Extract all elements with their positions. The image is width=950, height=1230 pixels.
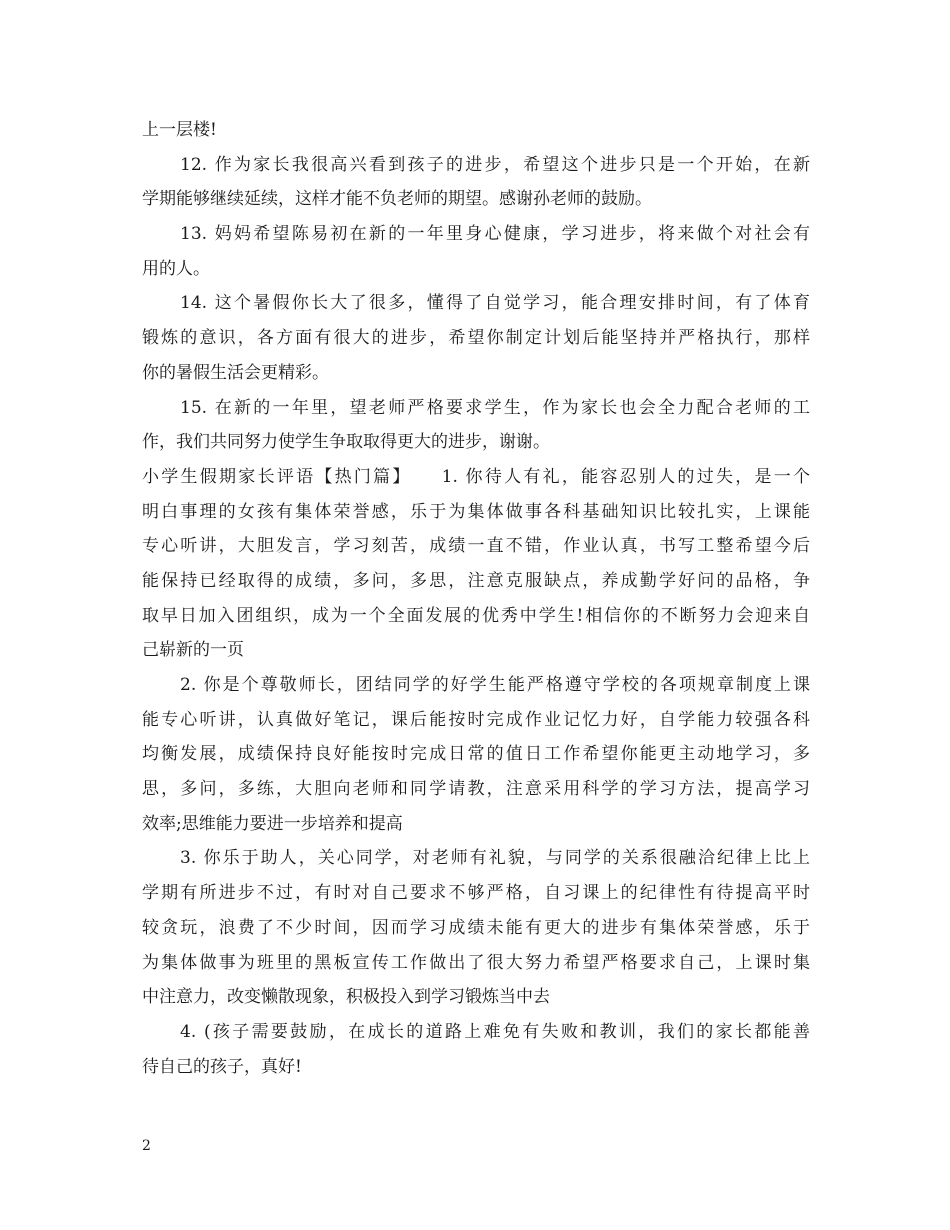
text-line: 12. 作为家长我很高兴看到孩子的进步，希望这个进步只是一个开始，在新 [180,154,810,175]
text-line: 取早日加入团组织，成为一个全面发展的优秀中学生!相信你的不断努力会迎来自 [142,605,810,626]
text-line [142,460,810,495]
text-line: 2. 你是个尊敬师长，团结同学的好学生能严格遵守学校的各项规章制度上课 [180,675,810,695]
text-line: 作，我们共同努力使学生争取取得更大的进步，谢谢。 [142,432,550,453]
text-line: 14. 这个暑假你长大了很多，懂得了自觉学习，能合理安排时间，有了体育 [180,293,810,314]
text-line: 为集体做事为班里的黑板宣传工作做出了很大努力希望严格要求自己，上课时集 [142,952,810,973]
text-line: 3. 你乐于助人，关心同学，对老师有礼貌，与同学的关系很融洽纪律上比上 [180,848,810,869]
page-number: 2 [142,1138,151,1154]
text-line: 用的人。 [142,258,210,279]
text-line: 上一层楼! [142,120,217,140]
text-line: 15. 在新的一年里，望老师严格要求学生，作为家长也会全力配合老师的工 [180,397,810,418]
text-line: 己崭新的一页 [142,640,244,661]
text-line: 4. (孩子需要鼓励，在成长的道路上难免有失败和教训，我们的家长都能善 [180,1021,810,1042]
text-line: 思，多问，多练，大胆向老师和同学请教，注意采用科学的学习方法，提高学习 [142,779,810,800]
text-line: 明白事理的女孩有集体荣誉感，乐于为集体做事各科基础知识比较扎实，上课能 [142,501,810,522]
section-heading: 小学生假期家长评语【热门篇】 [142,466,412,487]
text-line: 学期能够继续延续，这样才能不负老师的期望。感谢孙老师的鼓励。 [142,189,652,210]
text-line: 待自己的孩子，真好! [142,1056,302,1077]
text-line: 效率;思维能力要进一步培养和提高 [142,813,403,834]
text-line: 13. 妈妈希望陈易初在新的一年里身心健康，学习进步，将来做个对社会有 [180,224,810,245]
text-line: 学期有所进步不过，有时对自己要求不够严格，自习课上的纪律性有待提高平时 [142,883,810,904]
document-body [142,113,810,1084]
text-line: 锻炼的意识，各方面有很大的进步，希望你制定计划后能坚持并严格执行，那样 [142,328,810,349]
text-line: 你的暑假生活会更精彩。 [142,362,329,383]
text-line: 中注意力，改变懒散现象，积极投入到学习锻炼当中去 [142,987,550,1008]
text-line: 能保持已经取得的成绩，多问，多思，注意克服缺点，养成勤学好问的品格，争 [142,570,810,591]
text-line: 较贪玩，浪费了不少时间，因而学习成绩未能有更大的进步有集体荣誉感，乐于 [142,917,810,938]
line-text: 1. 你待人有礼，能容忍别人的过失，是一个 [441,466,810,487]
text-line: 能专心听讲，认真做好笔记，课后能按时完成作业记忆力好，自学能力较强各科 [142,709,810,730]
text-line: 专心听讲，大胆发言，学习刻苦，成绩一直不错，作业认真，书写工整希望今后 [142,536,810,557]
text-line: 均衡发展，成绩保持良好能按时完成日常的值日工作希望你能更主动地学习，多 [142,744,810,765]
